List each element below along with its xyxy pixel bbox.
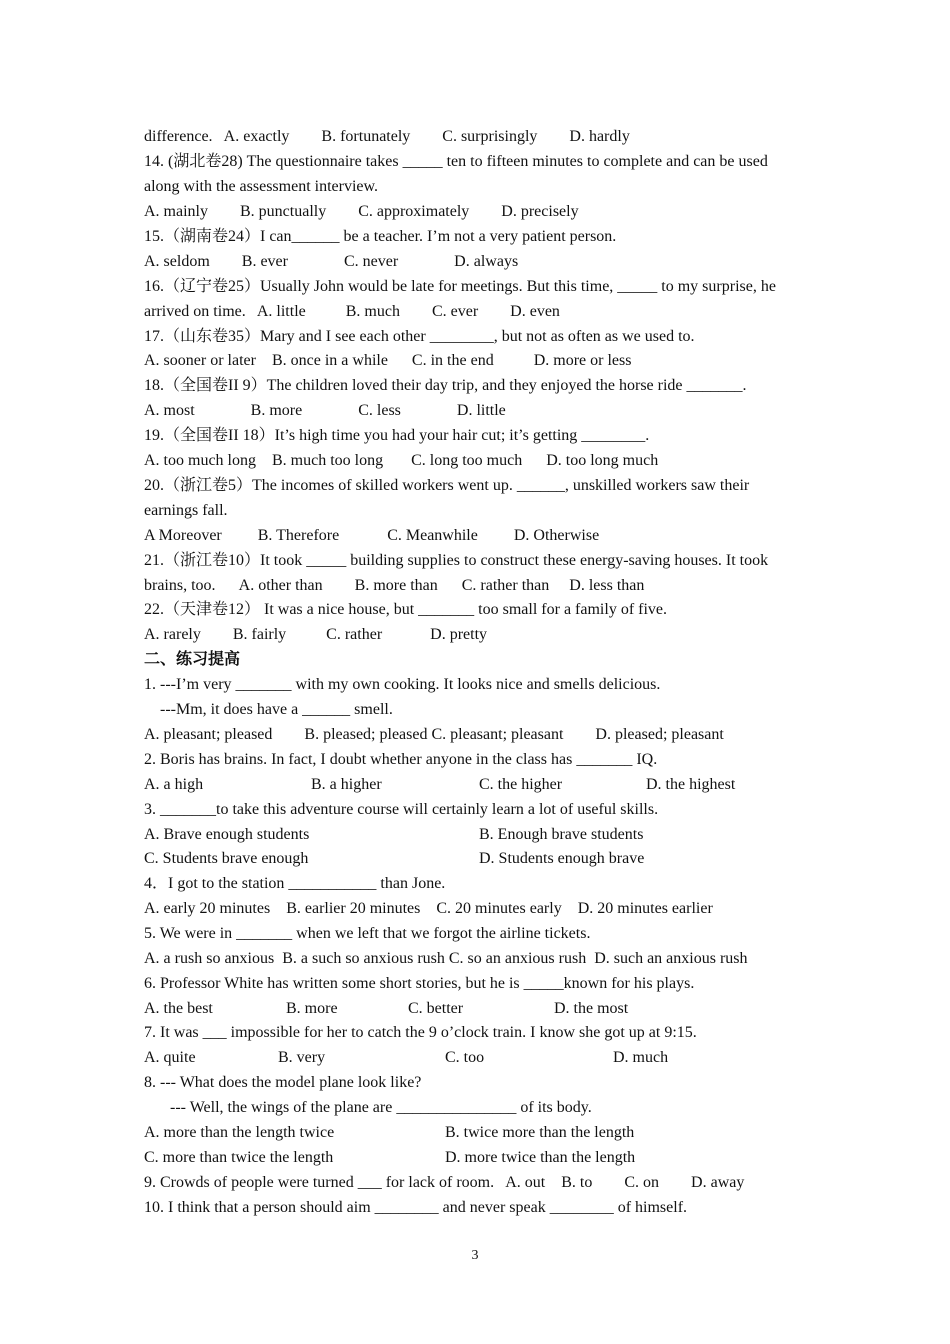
option: A. Brave enough students [144,826,310,843]
option: C. Students brave enough [144,850,309,867]
text-line: 8. --- What does the model plane look like? [144,1074,422,1091]
option: B. more [286,1000,338,1017]
option: C. the higher [479,776,563,793]
text-line: difference. A. exactly B. fortunately C. surprisingly D. hardly [144,128,630,145]
option: D. much [613,1049,669,1066]
text-line: 9. Crowds of people were turned ___ for lack of room. A. out B. to C. on D. away [144,1174,745,1191]
text-line: A. a rush so anxious B. a such so anxious rush C. so an anxious rush D. such an anxious rush [144,950,748,967]
text-line: A. sooner or later B. once in a while C. in the end D. more or less [144,352,632,369]
text-line: A. early 20 minutes B. earlier 20 minutes C. 20 minutes early D. 20 minutes earlier [144,900,713,917]
text-line: 20.（浙江卷5）The incomes of skilled workers went up. ______, unskilled workers saw their [144,477,750,494]
text-line: 2. Boris has brains. In fact, I doubt whether anyone in the class has _______ IQ. [144,751,658,768]
options-line [144,1145,814,1170]
text-line: brains, too. A. other than B. more than C. rather than D. less than [144,577,645,594]
page-number: 3 [471,1248,479,1263]
text-line: earnings fall. [144,502,228,519]
text-line: 6. Professor White has written some short stories, but he is _____known for his plays. [144,975,695,992]
option: B. twice more than the length [445,1124,635,1141]
text-line: 3. _______to take this adventure course will certainly learn a lot of useful skills. [144,801,659,818]
option: D. more twice than the length [445,1149,636,1166]
option: C. too [445,1049,485,1066]
text-line: 15.（湖南卷24）I can______ be a teacher. I’m not a very patient person. [144,228,617,245]
options-line [144,772,814,797]
option: C. better [408,1000,464,1017]
options-line [144,1045,814,1070]
option: B. Enough brave students [479,826,644,843]
text-line: ---Mm, it does have a ______ smell. [160,701,393,718]
options-line [144,996,814,1021]
text-line: A. mainly B. punctually C. approximately D. precisely [144,203,579,220]
text-line: arrived on time. A. little B. much C. ever D. even [144,303,560,320]
option: D. the most [554,1000,629,1017]
text-line: A. too much long B. much too long C. long too much D. too long much [144,452,659,469]
text-line: 14. (湖北卷28) The questionnaire takes _____ ten to fifteen minutes to complete and can be used [144,153,768,170]
option: A. the best [144,1000,213,1017]
option: A. a high [144,776,204,793]
text-line: A. most B. more C. less D. little [144,402,506,419]
option: A. more than the length twice [144,1124,335,1141]
option: B. very [278,1049,326,1066]
option: B. a higher [311,776,382,793]
text-line: 5. We were in _______ when we left that we forgot the airline tickets. [144,925,591,942]
text-line: A. rarely B. fairly C. rather D. pretty [144,626,488,643]
text-line: --- Well, the wings of the plane are _______________ of its body. [170,1099,592,1116]
options-line [144,1120,814,1145]
text-line: A Moreover B. Therefore C. Meanwhile D. Otherwise [144,527,600,544]
text-line: 21.（浙江卷10）It took _____ building supplies to construct these energy-saving houses. It took [144,552,769,569]
text-line: A. pleasant; pleased B. pleased; pleased C. pleasant; pleasant D. pleased; pleasant [144,726,724,743]
text-line: 7. It was ___ impossible for her to catch the 9 o’clock train. I know she got up at 9:15. [144,1024,697,1041]
options-line [144,846,814,871]
text-line: 18.（全国卷II 9）The children loved their day trip, and they enjoyed the horse ride _______. [144,377,747,394]
text-line: 1. ---I’m very _______ with my own cooking. It looks nice and smells delicious. [144,676,661,693]
option: D. Students enough brave [479,850,645,867]
option: C. more than twice the length [144,1149,334,1166]
text-line: 4．I got to the station ___________ than Jone. [144,875,446,892]
text-line: 22.（天津卷12） It was a nice house, but _______ too small for a family of five. [144,601,668,618]
text-line: 16.（辽宁卷25）Usually John would be late for meetings. But this time, _____ to my surprise, he [144,278,776,295]
text-line: along with the assessment interview. [144,178,379,195]
text-line: 10. I think that a person should aim ________ and never speak ________ of himself. [144,1199,688,1216]
text-line: A. seldom B. ever C. never D. always [144,253,519,270]
text-line: 17.（山东卷35）Mary and I see each other ________, but not as often as we used to. [144,328,695,345]
option: A. quite [144,1049,196,1066]
option: D. the highest [646,776,736,793]
text-line: 19.（全国卷II 18）It’s high time you had your hair cut; it’s getting ________. [144,427,650,444]
options-line [144,822,814,847]
section-heading: 二、练习提高 [144,651,241,668]
